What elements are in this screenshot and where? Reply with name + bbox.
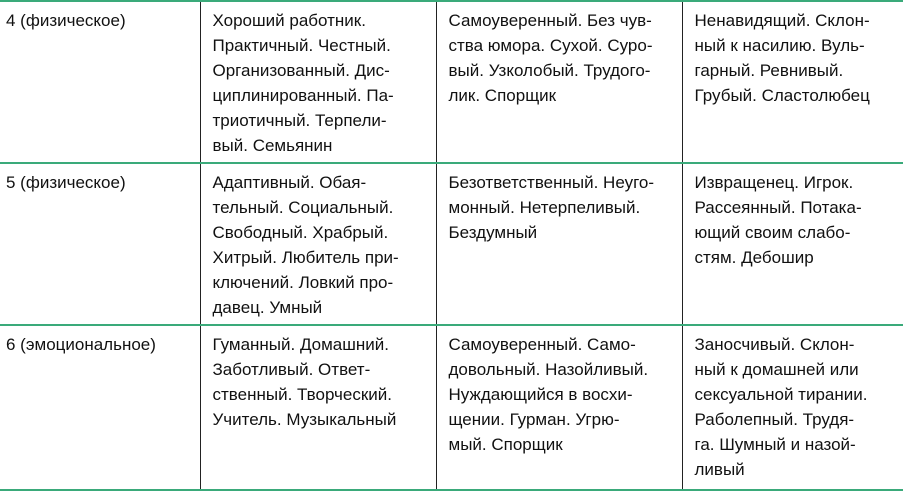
neutral-traits-text: Самоуверенный. Само- довольный. Назойливый. Нуждающийся в восхи- щении. Гурман. Угрю- мый. Спорщик: [448, 335, 649, 454]
negative-traits-cell: [682, 163, 903, 325]
level-text: 4 (физическое): [6, 11, 126, 30]
table-row: [0, 163, 903, 325]
positive-traits-cell: [200, 1, 436, 163]
level-cell: [0, 1, 200, 163]
level-text: 6 (эмоциональное): [6, 335, 156, 354]
neutral-traits-cell: [436, 1, 682, 163]
negative-traits-cell: [682, 325, 903, 490]
level-text: 5 (физическое): [6, 173, 126, 192]
negative-traits-text: Заносчивый. Склон- ный к домашней или сексуальной тирании. Раболепный. Трудя- га. Шумный и назой- ливый: [694, 335, 868, 479]
neutral-traits-cell: [436, 163, 682, 325]
negative-traits-text: Извращенец. Игрок. Рассеянный. Потака- ющий своим слабо- стям. Дебошир: [694, 173, 862, 267]
negative-traits-cell: [682, 1, 903, 163]
positive-traits-cell: [200, 163, 436, 325]
table-row: [0, 325, 903, 490]
level-cell: [0, 325, 200, 490]
positive-traits-text: Адаптивный. Обая- тельный. Социальный. Свободный. Храбрый. Хитрый. Любитель при- ключений. Ловкий про- давец. Умный: [212, 173, 399, 317]
table-row: [0, 1, 903, 163]
negative-traits-text: Ненавидящий. Склон- ный к насилию. Вуль- гарный. Ревнивый. Грубый. Сластолюбец: [694, 11, 870, 105]
neutral-traits-text: Безответственный. Неуго- монный. Нетерпеливый. Бездумный: [448, 173, 655, 242]
positive-traits-text: Хороший работник. Практичный. Честный. Организованный. Дис- циплинированный. Па- триотичный. Терпели- вый. Семьянин: [212, 11, 394, 155]
neutral-traits-text: Самоуверенный. Без чув- ства юмора. Сухой. Суро- вый. Узколобый. Трудого- лик. Спорщик: [448, 11, 653, 105]
positive-traits-cell: [200, 325, 436, 490]
positive-traits-text: Гуманный. Домашний. Заботливый. Ответ- ственный. Творческий. Учитель. Музыкальный: [212, 335, 397, 429]
level-cell: [0, 163, 200, 325]
neutral-traits-cell: [436, 325, 682, 490]
